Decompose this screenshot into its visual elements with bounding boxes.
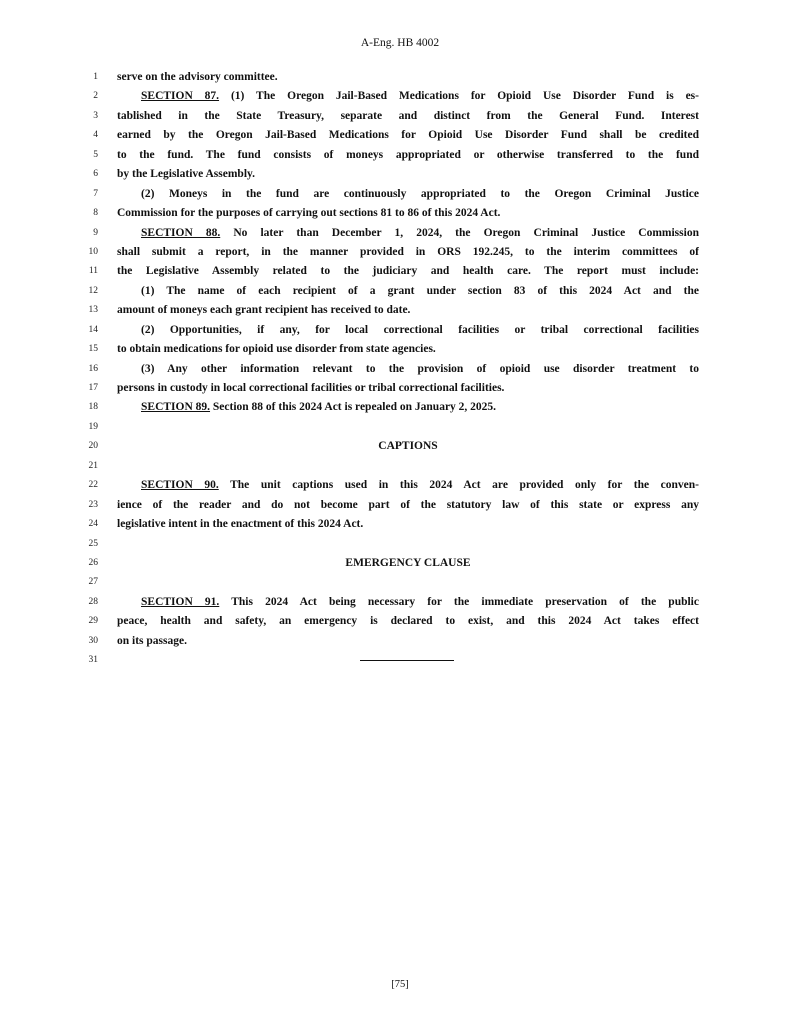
line-17 [0, 379, 800, 398]
line-text: legislative intent in the enactment of this 2024 Act. [117, 518, 364, 531]
line-10 [0, 243, 800, 262]
line-3 [0, 107, 800, 126]
line-21 [0, 457, 800, 476]
line-15 [0, 340, 800, 359]
section-text: The unit captions used in this 2024 Act are provided only for the conven- [218, 479, 699, 492]
section-heading: SECTION 91. [141, 595, 220, 608]
line-number: 17 [88, 383, 98, 393]
section-heading: SECTION 88. [141, 226, 221, 239]
line-23 [0, 496, 800, 515]
section-heading: SECTION 90. [141, 479, 219, 492]
line-number: 6 [93, 169, 98, 180]
line-text [117, 398, 699, 417]
line-text: serve on the advisory committee. [117, 71, 278, 83]
line-number: 19 [88, 421, 98, 432]
line-number: 13 [88, 305, 98, 316]
line-text: (3) Any other information relevant to the provision of opioid use disorder treatment to [141, 362, 699, 375]
line-2 [0, 87, 800, 106]
line-number: 10 [88, 246, 98, 257]
line-number: 4 [93, 130, 98, 141]
line-number: 28 [88, 596, 98, 607]
line-16 [0, 360, 800, 379]
line-number: 7 [93, 188, 98, 199]
line-text [117, 593, 699, 612]
line-number: 5 [93, 149, 98, 160]
line-number: 29 [88, 616, 98, 627]
line-27 [0, 573, 800, 592]
line-14 [0, 321, 800, 340]
line-number: 16 [88, 363, 98, 374]
line-text: (2) Opportunities, if any, for local correctional facilities or tribal correctional facilities [141, 323, 699, 336]
line-26 [0, 554, 800, 573]
line-text: shall submit a report, in the manner provided in ORS 192.245, to the interim committees of [117, 245, 699, 258]
line-9 [0, 224, 800, 243]
line-text: the Legislative Assembly related to the judiciary and health care. The report must include: [117, 265, 699, 278]
line-28 [0, 593, 800, 612]
line-text [117, 476, 699, 495]
line-4 [0, 126, 800, 145]
section-heading: SECTION 87. [141, 90, 220, 103]
line-number: 11 [88, 266, 98, 277]
line-31 [0, 651, 800, 670]
line-24 [0, 515, 800, 534]
end-of-document-rule [360, 660, 454, 661]
page-number: [75] [391, 979, 409, 990]
section-text: (1) The Oregon Jail-Based Medications for Opioid Use Disorder Fund is es- [219, 90, 699, 103]
line-number: 12 [88, 285, 98, 296]
line-5 [0, 146, 800, 165]
line-text: Commission for the purposes of carrying out sections 81 to 86 of this 2024 Act. [117, 207, 501, 220]
line-number: 31 [88, 655, 98, 666]
line-text: earned by the Oregon Jail-Based Medications for Opioid Use Disorder Fund shall be credited [117, 129, 699, 142]
line-19 [0, 418, 800, 437]
line-text: persons in custody in local correctional facilities or tribal correctional facilities. [117, 382, 505, 394]
line-number: 23 [88, 499, 98, 510]
line-text [117, 87, 699, 106]
emergency-clause-heading: EMERGENCY CLAUSE [345, 556, 471, 569]
document-body [0, 68, 800, 671]
line-text: by the Legislative Assembly. [117, 168, 256, 181]
line-text: on its passage. [117, 634, 187, 647]
line-1 [0, 68, 800, 87]
line-text: amount of moneys each grant recipient has received to date. [117, 304, 411, 317]
line-12 [0, 282, 800, 301]
line-text: (2) Moneys in the fund are continuously appropriated to the Oregon Criminal Justice [141, 187, 699, 200]
line-number: 20 [88, 441, 98, 452]
section-text: Section 88 of this 2024 Act is repealed on January 2, 2025. [210, 401, 497, 414]
line-number: 26 [88, 557, 98, 568]
line-text: peace, health and safety, an emergency is declared to exist, and this 2024 Act takes effect [117, 615, 699, 628]
line-text: tablished in the State Treasury, separate and distinct from the General Fund. Interest [117, 109, 699, 122]
section-text: This 2024 Act being necessary for the immediate preservation of the public [219, 595, 699, 608]
line-11 [0, 262, 800, 281]
line-text: (1) The name of each recipient of a grant under section 83 of this 2024 Act and the [141, 284, 699, 297]
line-number: 9 [93, 227, 98, 238]
section-text: No later than December 1, 2024, the Oregon Criminal Justice Commission [220, 226, 699, 239]
line-number: 8 [93, 208, 98, 219]
line-29 [0, 612, 800, 631]
line-25 [0, 535, 800, 554]
line-18 [0, 398, 800, 417]
line-8 [0, 204, 800, 223]
line-text: ience of the reader and do not become part of the statutory law of this state or express any [117, 498, 699, 511]
line-number: 22 [88, 480, 98, 491]
line-text [117, 224, 699, 243]
line-20 [0, 437, 800, 456]
line-number: 21 [88, 460, 98, 471]
line-text: to obtain medications for opioid use disorder from state agencies. [117, 343, 436, 356]
page-header: A-Eng. HB 4002 [360, 37, 440, 49]
section-heading: SECTION 89. [141, 401, 211, 414]
line-number: 3 [93, 110, 98, 121]
line-number: 1 [93, 72, 98, 82]
line-number: 30 [88, 635, 98, 646]
line-30 [0, 632, 800, 651]
line-number: 25 [88, 538, 98, 549]
line-number: 14 [88, 324, 98, 335]
line-7 [0, 185, 800, 204]
captions-heading: CAPTIONS [378, 440, 438, 453]
line-number: 15 [88, 344, 98, 355]
line-6 [0, 165, 800, 184]
line-number: 27 [88, 577, 98, 588]
line-22 [0, 476, 800, 495]
line-number: 2 [93, 91, 98, 102]
line-text: to the fund. The fund consists of moneys appropriated or otherwise transferred to the fund [117, 148, 699, 161]
line-13 [0, 301, 800, 320]
line-number: 24 [88, 519, 98, 530]
line-number: 18 [88, 402, 98, 413]
